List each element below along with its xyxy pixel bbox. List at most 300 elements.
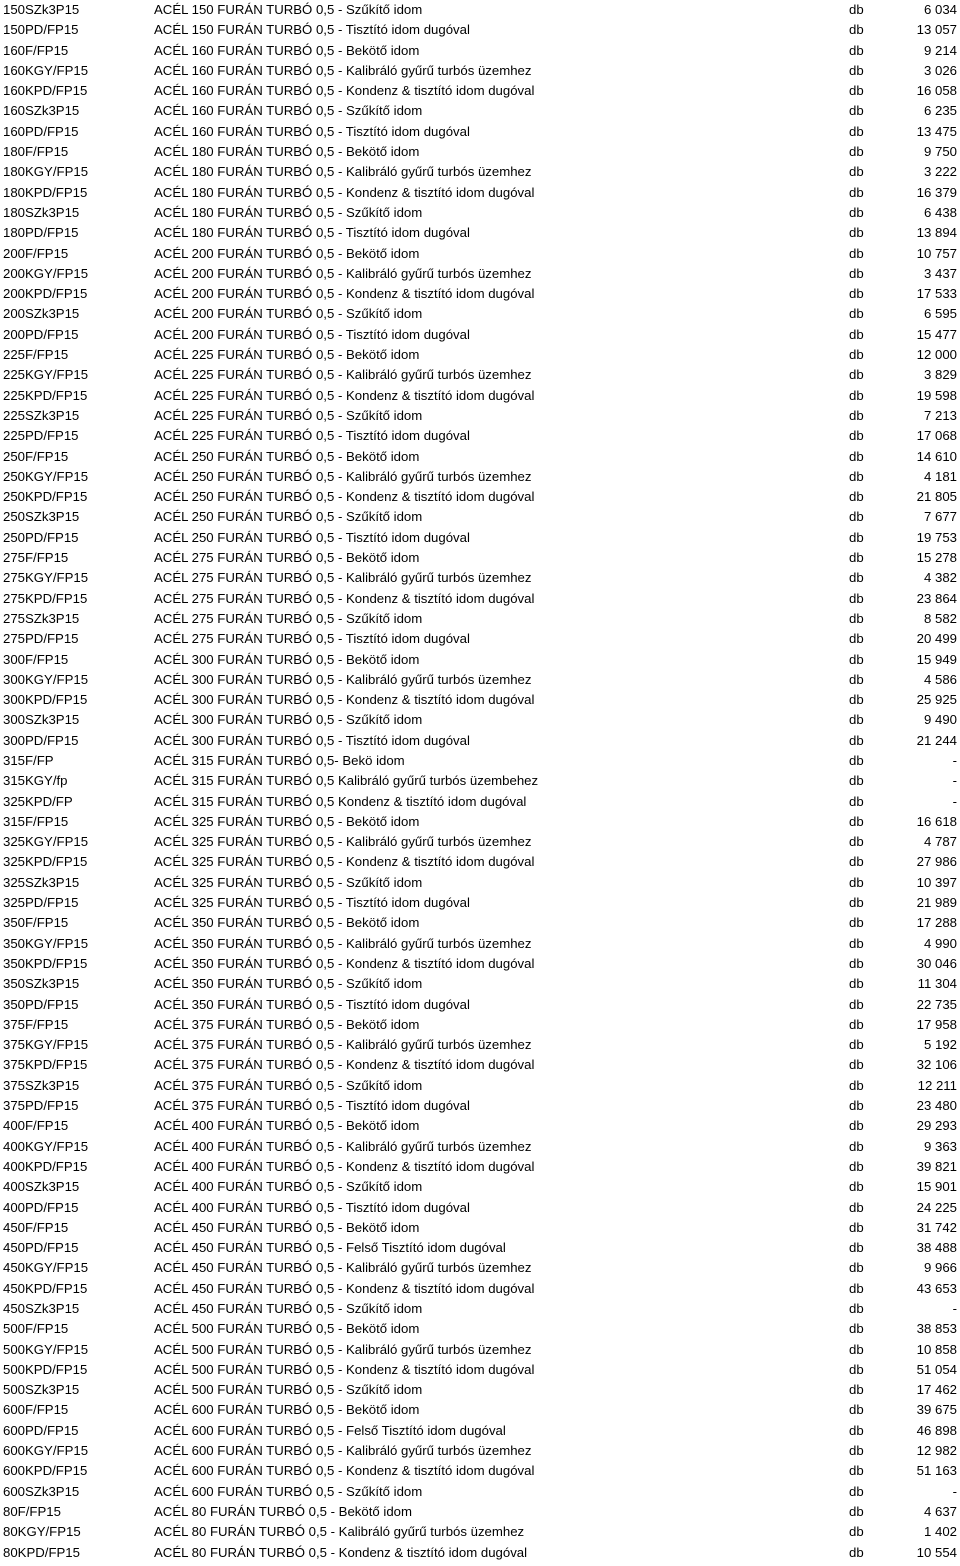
price: 1 402 xyxy=(923,1524,957,1540)
unit: db xyxy=(849,793,864,809)
price: 51 054 xyxy=(916,1361,957,1377)
product-description: ACÉL 150 FURÁN TURBÓ 0,5 - Tisztító idom dugóval xyxy=(154,22,470,38)
product-code: 180PD/FP15 xyxy=(3,225,79,241)
table-row xyxy=(0,1116,960,1136)
table-row xyxy=(0,670,960,690)
unit: db xyxy=(849,2,864,17)
table-row xyxy=(0,122,960,142)
table-row xyxy=(0,913,960,933)
table-row xyxy=(0,1482,960,1502)
table-row xyxy=(0,345,960,365)
product-description: ACÉL 500 FURÁN TURBÓ 0,5 - Kondenz & tisztító idom dugóval xyxy=(154,1361,535,1377)
price: - xyxy=(952,1483,957,1499)
unit: db xyxy=(849,1524,864,1540)
price: 46 898 xyxy=(916,1422,957,1438)
product-code: 450KPD/FP15 xyxy=(3,1280,88,1296)
product-description: ACÉL 350 FURÁN TURBÓ 0,5 - Tisztító idom dugóval xyxy=(154,996,470,1012)
price: 43 653 xyxy=(916,1280,957,1296)
unit: db xyxy=(849,22,864,38)
unit: db xyxy=(849,773,864,789)
product-description: ACÉL 400 FURÁN TURBÓ 0,5 - Tisztító idom dugóval xyxy=(154,1199,470,1215)
product-code: 375KPD/FP15 xyxy=(3,1057,88,1073)
product-code: 250KGY/FP15 xyxy=(3,468,89,484)
table-row xyxy=(0,1340,960,1360)
product-description: ACÉL 400 FURÁN TURBÓ 0,5 - Kalibráló gyűrű turbós üzemhez xyxy=(154,1138,532,1154)
table-row xyxy=(0,934,960,954)
product-code: 500KPD/FP15 xyxy=(3,1361,88,1377)
price: 51 163 xyxy=(916,1463,957,1479)
product-description: ACÉL 200 FURÁN TURBÓ 0,5 - Kondenz & tisztító idom dugóval xyxy=(154,286,535,302)
product-code: 450SZk3P15 xyxy=(3,1301,80,1316)
unit: db xyxy=(849,976,864,992)
product-code: 375KGY/FP15 xyxy=(3,1037,89,1053)
table-row xyxy=(0,386,960,406)
price: 12 000 xyxy=(916,347,957,363)
price: 7 677 xyxy=(923,509,957,525)
table-row xyxy=(0,284,960,304)
unit: db xyxy=(849,590,864,606)
product-code: 350SZk3P15 xyxy=(3,976,80,992)
unit: db xyxy=(849,1179,864,1195)
table-row xyxy=(0,1076,960,1096)
product-code: 450F/FP15 xyxy=(3,1219,69,1235)
product-code: 315KGY/fp xyxy=(3,773,68,789)
price: 10 757 xyxy=(916,245,957,261)
unit: db xyxy=(849,1443,864,1459)
price: 4 787 xyxy=(923,834,957,850)
product-description: ACÉL 275 FURÁN TURBÓ 0,5 - Tisztító idom dugóval xyxy=(154,631,470,647)
unit: db xyxy=(849,448,864,464)
table-row xyxy=(0,710,960,730)
table-row xyxy=(0,507,960,527)
unit: db xyxy=(849,1016,864,1032)
table-row xyxy=(0,1299,960,1319)
product-description: ACÉL 450 FURÁN TURBÓ 0,5 - Bekötő idom xyxy=(154,1219,420,1235)
table-row xyxy=(0,325,960,345)
product-code: 500KGY/FP15 xyxy=(3,1341,89,1357)
price: 38 488 xyxy=(916,1240,957,1256)
price: 25 925 xyxy=(916,692,957,708)
table-row xyxy=(0,792,960,812)
table-row xyxy=(0,609,960,629)
price: 9 214 xyxy=(923,42,957,58)
table-row xyxy=(0,1015,960,1035)
price: 17 288 xyxy=(916,915,957,931)
table-row xyxy=(0,1543,960,1563)
product-code: 225PD/FP15 xyxy=(3,428,79,444)
product-description: ACÉL 300 FURÁN TURBÓ 0,5 - Szűkítő idom xyxy=(154,712,423,728)
product-code: 325SZk3P15 xyxy=(3,874,80,890)
unit: db xyxy=(849,610,864,626)
unit: db xyxy=(849,955,864,971)
product-description: ACÉL 600 FURÁN TURBÓ 0,5 - Felső Tisztító idom dugóval xyxy=(154,1422,506,1438)
product-code: 325PD/FP15 xyxy=(3,895,79,911)
product-description: ACÉL 225 FURÁN TURBÓ 0,5 - Szűkítő idom xyxy=(154,407,423,423)
table-row xyxy=(0,589,960,609)
price: - xyxy=(952,1301,957,1316)
product-code: 200PD/FP15 xyxy=(3,326,79,342)
unit: db xyxy=(849,1361,864,1377)
price: 23 864 xyxy=(916,590,957,606)
product-code: 180F/FP15 xyxy=(3,144,69,160)
price: 21 244 xyxy=(916,732,957,748)
table-row xyxy=(0,812,960,832)
table-row xyxy=(0,41,960,61)
table-row xyxy=(0,528,960,548)
product-description: ACÉL 150 FURÁN TURBÓ 0,5 - Szűkítő idom xyxy=(154,2,423,17)
table-row xyxy=(0,629,960,649)
table-row xyxy=(0,426,960,446)
price: 6 235 xyxy=(923,103,957,119)
product-code: 250SZk3P15 xyxy=(3,509,80,525)
price: 38 853 xyxy=(916,1321,957,1337)
product-code: 180SZk3P15 xyxy=(3,204,80,220)
product-description: ACÉL 225 FURÁN TURBÓ 0,5 - Kalibráló gyűrű turbós üzemhez xyxy=(154,367,532,383)
unit: db xyxy=(849,326,864,342)
product-description: ACÉL 180 FURÁN TURBÓ 0,5 - Szűkítő idom xyxy=(154,204,423,220)
product-description: ACÉL 200 FURÁN TURBÓ 0,5 - Tisztító idom dugóval xyxy=(154,326,470,342)
unit: db xyxy=(849,509,864,525)
price: 20 499 xyxy=(916,631,957,647)
product-code: 160PD/FP15 xyxy=(3,123,79,139)
table-row xyxy=(0,832,960,852)
unit: db xyxy=(849,62,864,78)
product-description: ACÉL 600 FURÁN TURBÓ 0,5 - Kondenz & tisztító idom dugóval xyxy=(154,1463,535,1479)
product-description: ACÉL 250 FURÁN TURBÓ 0,5 - Bekötő idom xyxy=(154,448,420,464)
table-row xyxy=(0,1522,960,1542)
unit: db xyxy=(849,1199,864,1215)
table-row xyxy=(0,548,960,568)
unit: db xyxy=(849,1057,864,1073)
product-code: 150SZk3P15 xyxy=(3,2,80,17)
table-row xyxy=(0,650,960,670)
product-description: ACÉL 300 FURÁN TURBÓ 0,5 - Tisztító idom dugóval xyxy=(154,732,470,748)
unit: db xyxy=(849,732,864,748)
product-code: 600KPD/FP15 xyxy=(3,1463,88,1479)
product-description: ACÉL 400 FURÁN TURBÓ 0,5 - Szűkítő idom xyxy=(154,1179,423,1195)
table-row xyxy=(0,304,960,324)
product-description: ACÉL 180 FURÁN TURBÓ 0,5 - Kondenz & tisztító idom dugóval xyxy=(154,184,535,200)
product-code: 350KGY/FP15 xyxy=(3,935,89,951)
table-row xyxy=(0,1279,960,1299)
product-description: ACÉL 225 FURÁN TURBÓ 0,5 - Tisztító idom dugóval xyxy=(154,428,470,444)
unit: db xyxy=(849,468,864,484)
price: 4 637 xyxy=(923,1503,957,1519)
unit: db xyxy=(849,83,864,99)
table-row xyxy=(0,1198,960,1218)
table-row xyxy=(0,81,960,101)
table-row xyxy=(0,852,960,872)
table-row xyxy=(0,487,960,507)
product-description: ACÉL 375 FURÁN TURBÓ 0,5 - Kondenz & tisztító idom dugóval xyxy=(154,1057,535,1073)
product-description: ACÉL 450 FURÁN TURBÓ 0,5 - Szűkítő idom xyxy=(154,1301,423,1316)
product-description: ACÉL 200 FURÁN TURBÓ 0,5 - Bekötő idom xyxy=(154,245,420,261)
product-code: 225SZk3P15 xyxy=(3,407,80,423)
price: 16 379 xyxy=(916,184,957,200)
product-code: 400PD/FP15 xyxy=(3,1199,79,1215)
price: - xyxy=(952,752,957,768)
price: 5 192 xyxy=(923,1037,957,1053)
price: 12 982 xyxy=(916,1443,957,1459)
table-row xyxy=(0,771,960,791)
price: 3 829 xyxy=(923,367,957,383)
table-row xyxy=(0,1360,960,1380)
product-code: 250KPD/FP15 xyxy=(3,489,88,505)
table-row xyxy=(0,731,960,751)
product-code: 325KPD/FP xyxy=(3,793,73,809)
unit: db xyxy=(849,1483,864,1499)
product-description: ACÉL 325 FURÁN TURBÓ 0,5 - Bekötő idom xyxy=(154,813,420,829)
product-code: 300SZk3P15 xyxy=(3,712,80,728)
product-description: ACÉL 160 FURÁN TURBÓ 0,5 - Szűkítő idom xyxy=(154,103,423,119)
table-row xyxy=(0,1177,960,1197)
price: 10 858 xyxy=(916,1341,957,1357)
unit: db xyxy=(849,1098,864,1114)
product-code: 350KPD/FP15 xyxy=(3,955,88,971)
table-row xyxy=(0,1502,960,1522)
table-row xyxy=(0,183,960,203)
product-code: 600KGY/FP15 xyxy=(3,1443,89,1459)
price: 17 462 xyxy=(916,1382,957,1398)
unit: db xyxy=(849,529,864,545)
product-code: 250PD/FP15 xyxy=(3,529,79,545)
price: 31 742 xyxy=(916,1219,957,1235)
price: 3 222 xyxy=(923,164,957,180)
unit: db xyxy=(849,1503,864,1519)
unit: db xyxy=(849,306,864,322)
product-description: ACÉL 200 FURÁN TURBÓ 0,5 - Szűkítő idom xyxy=(154,306,423,322)
unit: db xyxy=(849,834,864,850)
product-description: ACÉL 250 FURÁN TURBÓ 0,5 - Tisztító idom dugóval xyxy=(154,529,470,545)
unit: db xyxy=(849,42,864,58)
product-description: ACÉL 300 FURÁN TURBÓ 0,5 - Kalibráló gyűrű turbós üzemhez xyxy=(154,671,532,687)
unit: db xyxy=(849,895,864,911)
price: 4 586 xyxy=(923,671,957,687)
product-description: ACÉL 400 FURÁN TURBÓ 0,5 - Bekötő idom xyxy=(154,1118,420,1134)
price: 3 437 xyxy=(923,265,957,281)
product-description: ACÉL 225 FURÁN TURBÓ 0,5 - Kondenz & tisztító idom dugóval xyxy=(154,387,535,403)
product-code: 225KPD/FP15 xyxy=(3,387,88,403)
product-code: 600PD/FP15 xyxy=(3,1422,79,1438)
unit: db xyxy=(849,1341,864,1357)
unit: db xyxy=(849,712,864,728)
table-row xyxy=(0,1157,960,1177)
price: 9 750 xyxy=(923,144,957,160)
price: 27 986 xyxy=(916,854,957,870)
price: 4 990 xyxy=(923,935,957,951)
table-row xyxy=(0,447,960,467)
table-row xyxy=(0,101,960,121)
unit: db xyxy=(849,1240,864,1256)
product-description: ACÉL 350 FURÁN TURBÓ 0,5 - Szűkítő idom xyxy=(154,976,423,992)
table-row xyxy=(0,203,960,223)
product-description: ACÉL 325 FURÁN TURBÓ 0,5 - Tisztító idom dugóval xyxy=(154,895,470,911)
unit: db xyxy=(849,996,864,1012)
unit: db xyxy=(849,1118,864,1134)
price: 21 989 xyxy=(916,895,957,911)
product-code: 180KPD/FP15 xyxy=(3,184,88,200)
table-row xyxy=(0,467,960,487)
product-code: 275SZk3P15 xyxy=(3,610,80,626)
unit: db xyxy=(849,813,864,829)
unit: db xyxy=(849,1463,864,1479)
unit: db xyxy=(849,1382,864,1398)
unit: db xyxy=(849,1301,864,1316)
product-description: ACÉL 500 FURÁN TURBÓ 0,5 - Szűkítő idom xyxy=(154,1382,423,1398)
product-description: ACÉL 300 FURÁN TURBÓ 0,5 - Bekötő idom xyxy=(154,651,420,667)
product-code: 80KGY/FP15 xyxy=(3,1524,81,1540)
table-row xyxy=(0,223,960,243)
product-code: 400KGY/FP15 xyxy=(3,1138,89,1154)
unit: db xyxy=(849,570,864,586)
price: 9 363 xyxy=(923,1138,957,1154)
price: 15 477 xyxy=(916,326,957,342)
unit: db xyxy=(849,915,864,931)
product-code: 300KPD/FP15 xyxy=(3,692,88,708)
unit: db xyxy=(849,1321,864,1337)
unit: db xyxy=(849,144,864,160)
price: 13 894 xyxy=(916,225,957,241)
price: 19 598 xyxy=(916,387,957,403)
product-description: ACÉL 160 FURÁN TURBÓ 0,5 - Kalibráló gyűrű turbós üzemhez xyxy=(154,62,532,78)
table-row xyxy=(0,1096,960,1116)
product-code: 225KGY/FP15 xyxy=(3,367,89,383)
table-row xyxy=(0,1218,960,1238)
product-description: ACÉL 400 FURÁN TURBÓ 0,5 - Kondenz & tisztító idom dugóval xyxy=(154,1158,535,1174)
table-row xyxy=(0,568,960,588)
product-code: 315F/FP xyxy=(3,752,54,768)
product-description: ACÉL 250 FURÁN TURBÓ 0,5 - Szűkítő idom xyxy=(154,509,423,525)
price: 32 106 xyxy=(916,1057,957,1073)
unit: db xyxy=(849,387,864,403)
product-description: ACÉL 160 FURÁN TURBÓ 0,5 - Tisztító idom dugóval xyxy=(154,123,470,139)
price: 39 675 xyxy=(916,1402,957,1418)
price: 21 805 xyxy=(916,489,957,505)
unit: db xyxy=(849,1422,864,1438)
unit: db xyxy=(849,225,864,241)
price: 4 181 xyxy=(923,468,957,484)
product-description: ACÉL 325 FURÁN TURBÓ 0,5 - Szűkítő idom xyxy=(154,874,423,890)
price: 15 278 xyxy=(916,550,957,566)
unit: db xyxy=(849,1037,864,1053)
product-description: ACÉL 500 FURÁN TURBÓ 0,5 - Bekötő idom xyxy=(154,1321,420,1337)
unit: db xyxy=(849,854,864,870)
price: - xyxy=(952,773,957,789)
table-row xyxy=(0,1258,960,1278)
product-code: 80KPD/FP15 xyxy=(3,1544,80,1560)
unit: db xyxy=(849,1402,864,1418)
product-code: 325KGY/FP15 xyxy=(3,834,89,850)
product-description: ACÉL 315 FURÁN TURBÓ 0,5 Kondenz & tisztító idom dugóval xyxy=(154,793,527,809)
table-row xyxy=(0,893,960,913)
product-description: ACÉL 315 FURÁN TURBÓ 0,5 Kalibráló gyűrű turbós üzembehez xyxy=(154,773,539,789)
product-code: 200F/FP15 xyxy=(3,245,69,261)
unit: db xyxy=(849,671,864,687)
price: 24 225 xyxy=(916,1199,957,1215)
price: 29 293 xyxy=(916,1118,957,1134)
table-row xyxy=(0,995,960,1015)
unit: db xyxy=(849,164,864,180)
unit: db xyxy=(849,1158,864,1174)
unit: db xyxy=(849,204,864,220)
product-code: 600SZk3P15 xyxy=(3,1483,80,1499)
table-row xyxy=(0,365,960,385)
product-code: 180KGY/FP15 xyxy=(3,164,89,180)
product-description: ACÉL 200 FURÁN TURBÓ 0,5 - Kalibráló gyűrű turbós üzemhez xyxy=(154,265,532,281)
price: 6 595 xyxy=(923,306,957,322)
price: 10 397 xyxy=(916,874,957,890)
product-description: ACÉL 450 FURÁN TURBÓ 0,5 - Kalibráló gyűrű turbós üzemhez xyxy=(154,1260,532,1276)
price: 11 304 xyxy=(917,976,957,992)
product-code: 325KPD/FP15 xyxy=(3,854,88,870)
unit: db xyxy=(849,103,864,119)
price: 17 958 xyxy=(916,1016,957,1032)
product-code: 275KGY/FP15 xyxy=(3,570,89,586)
product-description: ACÉL 80 FURÁN TURBÓ 0,5 - Kalibráló gyűrű turbós üzemhez xyxy=(154,1524,525,1540)
product-description: ACÉL 315 FURÁN TURBÓ 0,5- Bekö idom xyxy=(154,752,405,768)
price: 13 475 xyxy=(916,123,957,139)
price: 6 034 xyxy=(923,2,957,17)
price: 19 753 xyxy=(916,529,957,545)
unit: db xyxy=(849,935,864,951)
product-description: ACÉL 325 FURÁN TURBÓ 0,5 - Kondenz & tisztító idom dugóval xyxy=(154,854,535,870)
price: 8 582 xyxy=(923,610,957,626)
price: 6 438 xyxy=(923,204,957,220)
table-row xyxy=(0,954,960,974)
unit: db xyxy=(849,550,864,566)
product-code: 300F/FP15 xyxy=(3,651,69,667)
product-description: ACÉL 80 FURÁN TURBÓ 0,5 - Kondenz & tisztító idom dugóval xyxy=(154,1544,528,1560)
product-description: ACÉL 375 FURÁN TURBÓ 0,5 - Szűkítő idom xyxy=(154,1077,423,1093)
product-description: ACÉL 325 FURÁN TURBÓ 0,5 - Kalibráló gyűrű turbós üzemhez xyxy=(154,834,532,850)
unit: db xyxy=(849,1260,864,1276)
product-code: 160SZk3P15 xyxy=(3,103,80,119)
product-description: ACÉL 450 FURÁN TURBÓ 0,5 - Felső Tisztító idom dugóval xyxy=(154,1240,506,1256)
product-code: 450PD/FP15 xyxy=(3,1240,79,1256)
product-code: 150PD/FP15 xyxy=(3,22,79,38)
product-description: ACÉL 160 FURÁN TURBÓ 0,5 - Bekötő idom xyxy=(154,42,420,58)
price: 9 490 xyxy=(923,712,957,728)
price: 9 966 xyxy=(923,1260,957,1276)
product-code: 160F/FP15 xyxy=(3,42,69,58)
price: 17 068 xyxy=(916,428,957,444)
unit: db xyxy=(849,1544,864,1560)
table-row xyxy=(0,142,960,162)
unit: db xyxy=(849,692,864,708)
product-description: ACÉL 180 FURÁN TURBÓ 0,5 - Tisztító idom dugóval xyxy=(154,225,470,241)
price: 7 213 xyxy=(923,407,957,423)
product-code: 275PD/FP15 xyxy=(3,631,79,647)
product-code: 300KGY/FP15 xyxy=(3,671,89,687)
product-code: 600F/FP15 xyxy=(3,1402,69,1418)
product-code: 300PD/FP15 xyxy=(3,732,79,748)
unit: db xyxy=(849,1138,864,1154)
price: 15 901 xyxy=(916,1179,957,1195)
product-code: 450KGY/FP15 xyxy=(3,1260,89,1276)
price: 13 057 xyxy=(916,22,957,38)
product-description: ACÉL 275 FURÁN TURBÓ 0,5 - Szűkítő idom xyxy=(154,610,423,626)
table-row xyxy=(0,1238,960,1258)
unit: db xyxy=(849,367,864,383)
product-code: 160KGY/FP15 xyxy=(3,62,89,78)
price: 17 533 xyxy=(916,286,957,302)
unit: db xyxy=(849,1280,864,1296)
unit: db xyxy=(849,428,864,444)
table-row xyxy=(0,1400,960,1420)
product-description: ACÉL 275 FURÁN TURBÓ 0,5 - Kalibráló gyűrű turbós üzemhez xyxy=(154,570,532,586)
product-description: ACÉL 350 FURÁN TURBÓ 0,5 - Kalibráló gyűrű turbós üzemhez xyxy=(154,935,532,951)
table-row xyxy=(0,1319,960,1339)
